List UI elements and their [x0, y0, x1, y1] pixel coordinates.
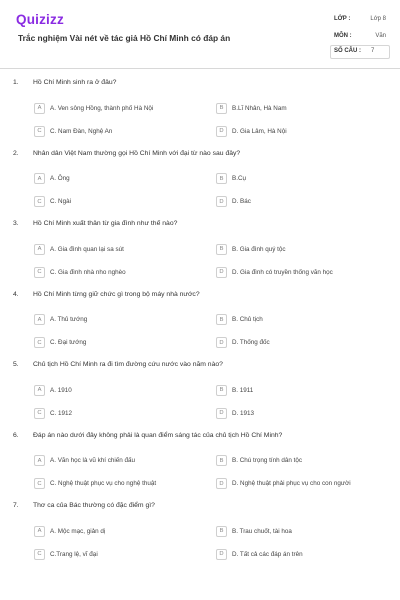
option-letter-box: A: [34, 103, 45, 114]
question-count-label: SỐ CÂU :: [334, 48, 361, 54]
question-number: 5.: [13, 361, 19, 368]
option-text: A. Gia đình quan lại sa sút: [50, 245, 124, 253]
option-letter-box: A: [34, 455, 45, 466]
question-number: 1.: [13, 79, 19, 86]
option-letter-box: D: [216, 126, 227, 137]
answer-option-c[interactable]: [34, 547, 204, 561]
option-letter-box: B: [216, 526, 227, 537]
option-text: C. Gia đình nhà nho nghèo: [50, 268, 126, 276]
option-letter-box: C: [34, 196, 45, 207]
option-text: A. Mộc mạc, giản dị: [50, 527, 106, 535]
worksheet-meta: [330, 13, 390, 59]
answer-option-b[interactable]: [216, 172, 391, 186]
option-letter-box: B: [216, 244, 227, 255]
option-text: D. Gia đình có truyền thống văn học: [232, 268, 333, 276]
answer-option-d[interactable]: [216, 547, 391, 561]
option-text: D. Bác: [232, 198, 251, 205]
option-letter-box: D: [216, 478, 227, 489]
option-letter-box: B: [216, 455, 227, 466]
quizizz-logo: Quizizz: [16, 12, 64, 27]
answer-option-d[interactable]: [216, 265, 391, 279]
question-6: [0, 432, 400, 502]
worksheet-header: [0, 0, 400, 69]
option-letter-box: A: [34, 526, 45, 537]
option-letter-box: B: [216, 385, 227, 396]
question-7: [0, 502, 400, 572]
option-text: A. Văn học là vũ khí chiến đấu: [50, 457, 136, 464]
question-text: Chủ tịch Hồ Chí Minh ra đi tìm đường cứu nước vào năm nào?: [33, 361, 223, 368]
option-text: C. Ngài: [50, 198, 71, 205]
answer-option-c[interactable]: [34, 265, 204, 279]
option-letter-box: D: [216, 196, 227, 207]
answer-option-a[interactable]: [34, 101, 204, 115]
question-text: Nhân dân Việt Nam thường gọi Hồ Chí Minh với đại từ nào sau đây?: [33, 149, 241, 157]
option-letter-box: C: [34, 549, 45, 560]
answer-option-c[interactable]: [34, 406, 204, 420]
option-letter-box: A: [34, 314, 45, 325]
answer-option-b[interactable]: [216, 524, 391, 538]
option-letter-box: C: [34, 478, 45, 489]
option-letter-box: D: [216, 337, 227, 348]
answer-option-d[interactable]: [216, 336, 391, 350]
option-letter-box: A: [34, 244, 45, 255]
question-text: Hồ Chí Minh xuất thân từ gia đình như thế nào?: [33, 220, 178, 227]
answer-option-a[interactable]: [34, 313, 204, 327]
subject-value: Văn: [375, 33, 386, 39]
subject-row: [330, 30, 390, 43]
option-letter-box: C: [34, 126, 45, 137]
option-text: B.Lĩ Nhân, Hà Nam: [232, 104, 287, 112]
option-text: D. Thống đốc: [232, 339, 270, 346]
grade-value: Lớp 8: [370, 16, 386, 22]
option-letter-box: A: [34, 173, 45, 184]
option-letter-box: D: [216, 549, 227, 560]
option-letter-box: C: [34, 337, 45, 348]
option-text: A. Ông: [50, 175, 70, 182]
answer-option-c[interactable]: [34, 477, 204, 491]
answer-option-a[interactable]: [34, 454, 204, 468]
option-text: D. Tất cả các đáp án trên: [232, 550, 303, 558]
question-text: Thơ ca của Bác thường có đặc điểm gì?: [33, 502, 155, 509]
option-letter-box: B: [216, 103, 227, 114]
answer-option-c[interactable]: [34, 195, 204, 209]
option-text: C. Đại tướng: [50, 339, 87, 346]
answer-option-d[interactable]: [216, 477, 391, 491]
option-text: A. Thủ tướng: [50, 316, 88, 323]
option-text: A. Ven sông Hồng, thành phố Hà Nội: [50, 104, 154, 112]
page-title: Trắc nghiệm Vài nét về tác giả Hồ Chí Minh có đáp án: [18, 33, 231, 43]
option-text: D. Gia Lâm, Hà Nội: [232, 127, 287, 135]
question-4: [0, 291, 400, 361]
answer-option-d[interactable]: [216, 195, 391, 209]
answer-option-a[interactable]: [34, 383, 204, 397]
answer-option-a[interactable]: [34, 172, 204, 186]
option-letter-box: D: [216, 267, 227, 278]
answer-option-a[interactable]: [34, 524, 204, 538]
question-1: [0, 79, 400, 149]
answer-option-a[interactable]: [34, 242, 204, 256]
question-number: 4.: [13, 290, 19, 298]
option-letter-box: C: [34, 267, 45, 278]
option-letter-box: A: [34, 385, 45, 396]
question-5: [0, 361, 400, 431]
option-text: B. 1911: [232, 386, 254, 394]
option-text: B. Chú trọng tính dân tộc: [232, 457, 303, 464]
question-count-value: 7: [371, 48, 375, 54]
option-text: B.Cụ: [232, 175, 246, 182]
question-number: 6.: [13, 431, 19, 439]
option-letter-box: C: [34, 408, 45, 419]
question-text: Hồ Chí Minh từng giữ chức gì trong bộ máy nhà nước?: [33, 290, 200, 298]
question-number: 2.: [13, 149, 19, 157]
option-text: C. Nam Đàn, Nghệ An: [50, 127, 113, 135]
grade-row: [330, 13, 390, 26]
question-number: 3.: [13, 220, 19, 227]
answer-option-b[interactable]: [216, 313, 391, 327]
answer-option-b[interactable]: [216, 242, 391, 256]
option-text: B. Trau chuốt, tài hoa: [232, 527, 292, 535]
option-text: D. Nghệ thuật phải phục vụ cho con người: [232, 480, 351, 487]
option-text: A. 1910: [50, 386, 72, 394]
question-3: [0, 220, 400, 290]
answer-option-d[interactable]: [216, 406, 391, 420]
answer-option-b[interactable]: [216, 383, 391, 397]
option-text: B. Chủ tịch: [232, 316, 263, 323]
question-text: Hồ Chí Minh sinh ra ở đâu?: [33, 79, 117, 86]
question-2: [0, 150, 400, 220]
option-text: C. 1912: [50, 409, 73, 417]
answer-option-c[interactable]: [34, 124, 204, 138]
answer-option-b[interactable]: [216, 101, 391, 115]
grade-label: LỚP :: [334, 16, 351, 22]
option-text: B. Gia đình quý tộc: [232, 245, 286, 253]
question-text: Đáp án nào dưới đây không phải là quan điểm sáng tác của chủ tịch Hồ Chí Minh?: [33, 431, 283, 439]
option-text: D. 1913: [232, 409, 255, 417]
option-text: C.Trang lệ, vĩ đại: [50, 550, 98, 558]
answer-option-d[interactable]: [216, 124, 391, 138]
question-number: 7.: [13, 502, 19, 509]
option-text: C. Nghệ thuật phục vụ cho nghệ thuật: [50, 480, 157, 487]
option-letter-box: D: [216, 408, 227, 419]
answer-option-c[interactable]: [34, 336, 204, 350]
answer-option-b[interactable]: [216, 454, 391, 468]
option-letter-box: B: [216, 173, 227, 184]
subject-label: MÔN :: [334, 33, 352, 39]
question-count-row: [330, 45, 390, 59]
option-letter-box: B: [216, 314, 227, 325]
